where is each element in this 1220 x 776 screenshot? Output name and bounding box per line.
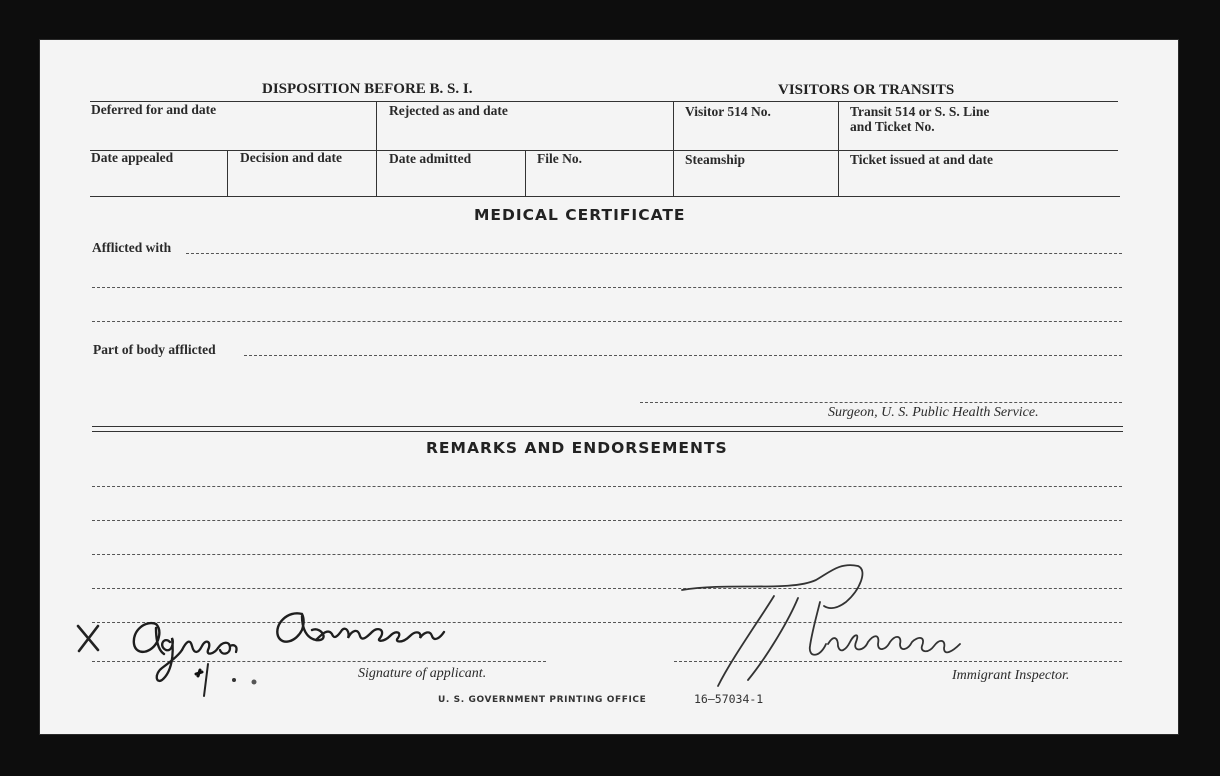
decision-label: Decision and date [240,150,343,165]
remarks-line-3 [92,554,1122,555]
double-rule-bottom [92,431,1123,432]
surgeon-caption: Surgeon, U. S. Public Health Service. [828,405,1039,420]
col-divider-4 [227,150,228,196]
applicant-mark-text [130,636,139,651]
double-rule-top [92,426,1123,427]
col-divider-1 [376,101,377,196]
applicant-signature [126,606,466,706]
form-number: 16—57034-1 [694,692,764,706]
rejected-label: Rejected as and date [389,103,508,118]
ticket-issued-label: Ticket issued at and date [850,152,994,167]
top-rule [90,101,1118,102]
visitor-no-label: Visitor 514 No. [685,104,771,119]
afflicted-line-1 [186,253,1122,254]
transit-label: Transit 514 or S. S. Line [850,104,990,119]
part-of-body-label: Part of body afflicted [93,342,216,357]
remarks-line-2 [92,520,1122,521]
visitors-header: VISITORS OR TRANSITS [778,82,955,98]
date-appealed-label: Date appealed [91,150,174,165]
afflicted-line-2 [92,287,1122,288]
file-no-label: File No. [537,151,582,166]
remarks-line-1 [92,486,1122,487]
col-divider-2 [673,101,674,196]
part-of-body-line [244,355,1122,356]
bottom-rule [90,196,1120,197]
medical-certificate-title: MEDICAL CERTIFICATE [474,206,686,224]
inspector-signature-text [800,636,849,651]
col-divider-5 [525,150,526,196]
applicant-signature-text [180,636,253,651]
steamship-label: Steamship [685,152,746,167]
applicant-x-mark [74,620,104,656]
afflicted-with-label: Afflicted with [92,240,172,255]
printing-office: U. S. GOVERNMENT PRINTING OFFICE [438,695,647,705]
immigrant-inspector-caption: Immigrant Inspector. [952,668,1070,683]
remarks-title: REMARKS AND ENDORSEMENTS [426,439,728,457]
immigration-card [40,40,1178,734]
deferred-label: Deferred for and date [91,102,217,117]
afflicted-line-3 [92,321,1122,322]
col-divider-3 [838,101,839,196]
signature-of-applicant-caption: Signature of applicant. [358,666,487,681]
disposition-header: DISPOSITION BEFORE B. S. I. [262,81,473,97]
date-admitted-label: Date admitted [389,151,472,166]
surgeon-signature-line [640,402,1122,403]
transit-label-line2: and Ticket No. [850,119,935,134]
